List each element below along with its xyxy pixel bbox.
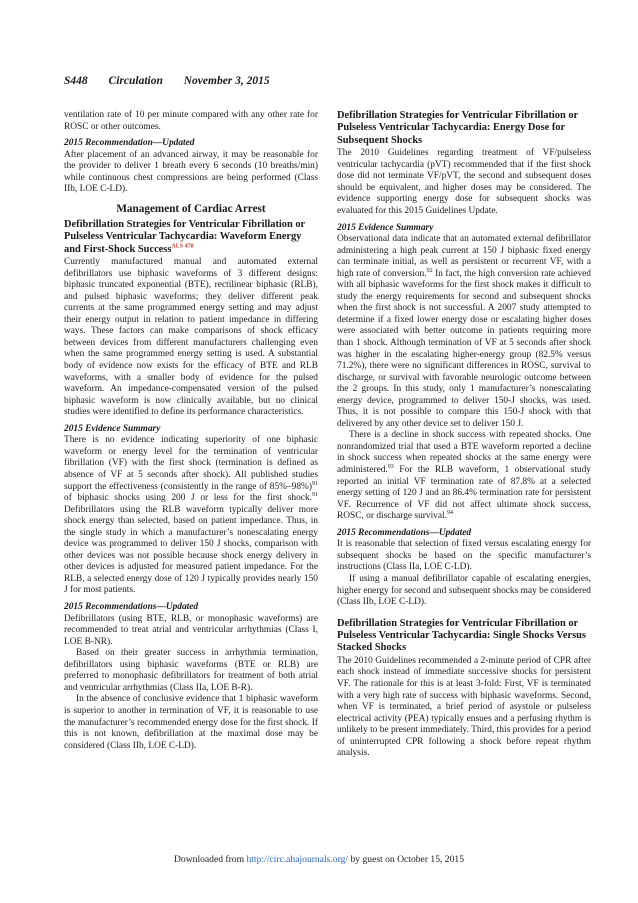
text-run: of biphasic shocks using 200 J or less for the first shock. (64, 493, 312, 504)
subsection-heading-text: Defibrillation Strategies for Ventricular Fibrillation or Pulseless Ventricular Tachycardia: Waveform Energy and First-Shock Success (64, 218, 305, 255)
body-paragraph: The 2010 Guidelines regarding treatment of VF/pulseless ventricular tachycardia (pVT) recommended that if the first shock dose did not terminate VF/pVT, the second and subsequent doses should be equivalent, and higher doses may be considered. The evidence supporting energy dose for subsequent shocks was evaluated for this 2015 Guidelines Update. (337, 148, 591, 216)
footnote-ref: 94 (446, 510, 453, 517)
journal-name: Circulation (108, 75, 163, 87)
evidence-paragraph (337, 430, 591, 522)
recommendation-paragraph: It is reasonable that selection of fixed versus escalating energy for subsequent shocks be based on the specific manufacturer’s instructions (Class IIa, LOE C-LD). (337, 539, 591, 573)
evidence-paragraph (337, 234, 591, 430)
body-paragraph: Currently manufactured manual and automated external defibrillators use biphasic waveforms of 3 different designs: biphasic truncated exponential (BTE), rectilinear biphasic (RLB), and pulsed biphasic waveforms; they deliver different peak currents at the same programmed energy setting and may adjust their energy output in relation to patient impedance in differing ways. These factors can make comparisons of shock efficacy between devices from different manufacturers challenging even when the same programmed energy setting is used. A substantial body of evidence now exists for the efficacy of BTE and RLB waveforms, with a smaller body of evidence for the pulsed waveform. An impedance-compensated version of the pulsed biphasic waveform is now clinically available, but no clinical studies were identified to define its performance characteristics. (64, 257, 318, 418)
footnote-ref: 92 (426, 267, 433, 274)
section-title: Management of Cardiac Arrest (116, 202, 266, 215)
evidence-paragraph (64, 435, 318, 597)
subsection-heading (64, 219, 318, 256)
recommendation-paragraph: In the absence of conclusive evidence that 1 biphasic waveform is superior to another in termination of VF, it is reasonable to use the manufacturer’s recommended energy dose for the first shock. If this is not known, defibrillation at the maximal dose may be considered (Class IIb, LOE C-LD). (64, 694, 318, 751)
footnote-ref: 91 (312, 491, 318, 498)
recommendation-paragraph: After placement of an advanced airway, it may be reasonable for the provider to deliver 1 breath every 6 seconds (10 breaths/min) while continuous chest compressions are being performed (Class IIb, LOE C-LD). (64, 149, 318, 195)
subsection-heading: Defibrillation Strategies for Ventricular Fibrillation or Pulseless Ventricular Tachycardia: Energy Dose for Subsequent Shocks (337, 110, 578, 146)
running-header (64, 75, 288, 87)
text-run: There is no evidence indicating superiority of one biphasic waveform or energy level for the termination of ventricular fibrillation (VF) with the first shock (termination is defined as absence of VF at 5 seconds after shock). All published studies support the effectiveness (consistently in the range of 85%–98%) (64, 435, 318, 492)
subsection-heading: Defibrillation Strategies for Ventricular Fibrillation or Pulseless Ventricular Tachycardia: Single Shocks Versus Stacked Shocks (337, 617, 586, 654)
footnote-ref: 91 (312, 480, 318, 487)
footer-prefix: Downloaded from (174, 854, 247, 865)
intro-paragraph: ventilation rate of 10 per minute compared with any other rate for ROSC or other outcomes. (64, 110, 318, 132)
issue-date: November 3, 2015 (183, 75, 270, 87)
recommendation-paragraph: If using a manual defibrillator capable of escalating energies, higher energy for second and subsequent shocks may be considered (Class IIb, LOE C-LD). (337, 574, 591, 608)
text-run: For the RLB waveform, 1 observational study reported an initial VF termination rate of 87.8% at a selected energy setting of 120 J and an 86.4% termination rate for persistent VF. Recurrence of VF did not affect ultimate shock success, ROSC, or discharge survival. (337, 465, 591, 522)
journal-link[interactable]: http://circ.ahajournals.org/ (246, 854, 349, 865)
text-run: Observational data indicate that an automated external defibrillator administering a high peak current at 150 J biphasic fixed energy can terminate initial, as well as persistent or recurrent VF, with a high rate of conversion. (337, 234, 591, 279)
recommendations-label: 2015 Recommendations—Updated (64, 602, 199, 612)
recommendation-paragraph: Defibrillators (using BTE, RLB, or monophasic waveforms) are recommended to treat atrial and ventricular arrhythmias (Class I, LOE B-NR). (64, 613, 318, 647)
download-footer (0, 854, 638, 865)
recommendation-label: 2015 Recommendation—Updated (64, 138, 195, 149)
body-paragraph: The 2010 Guidelines recommended a 2-minute period of CPR after each shock instead of immediate successive shocks for persistent VF. The rationale for this is at least 3-fold: First, VF is terminated with a very high rate of success with biphasic waveforms. Second, when VF is terminated, a brief period of asystole or pulseless electrical activity (PEA) typically ensues and a perfusing rhythm is unlikely to be present immediately. Third, this provides for a period of uninterrupted CPR following a shock before repeat rhythm analysis. (337, 655, 591, 759)
footnote-ref: 93 (387, 463, 394, 470)
recommendation-paragraph: Based on their greater success in arrhythmia termination, defibrillators using biphasic waveforms (BTE or RLB) are preferred to monophasic defibrillators for treatment of both atrial and ventricular arrhythmias (Class IIa, LOE B-R). (64, 648, 318, 693)
right-column (337, 110, 591, 760)
citation-ref: ALS 470 (171, 243, 194, 250)
left-column (64, 110, 318, 752)
footer-suffix: by guest on October 15, 2015 (348, 854, 464, 865)
evidence-summary-label: 2015 Evidence Summary (337, 222, 434, 233)
text-run: There is a decline in shock success with repeated shocks. One nonrandomized trial that used a BTE waveform reported a decline in shock success when repeated shocks at the same energy were administered. (337, 430, 591, 476)
text-run: In fact, the high conversion rate achieved with all biphasic waveforms for the first shock makes it difficult to study the energy requirements for second and subsequent shocks when the first shock is not successful. A 2007 study attempted to determine if a fixed lower energy dose or escalating higher doses were associated with better outcome in patients requiring more than 1 shock. Although termination of VF at 5 seconds after shock was higher in the escalating higher-energy group (82.5% versus 71.2%), there were no significant differences in ROSC, survival to discharge, or survival with favorable neurologic outcome between the 2 groups. In this study, only 1 manufacturer’s nonescalating energy device, programmed to deliver 150-J shocks, was used. Thus, it is not possible to compare this 150-J shock with that delivered by any other device set to deliver 150 J. (337, 268, 591, 429)
evidence-summary-label: 2015 Evidence Summary (64, 423, 161, 434)
text-run: Defibrillators using the RLB waveform typically deliver more shock energy than selected, based on patient impedance. Thus, in the single study in which a manufacturer’s nonescalating energy device was programmed to deliver 150 J shocks, comparison with other devices was not possible because shock energy delivery in other devices is adjusted for measured patient impedance. For the RLB, a selected energy dose of 120 J typically provides nearly 150 J for most patients. (64, 504, 318, 596)
page-number: S448 (64, 75, 88, 87)
recommendations-label: 2015 Recommendations—Updated (337, 527, 472, 538)
